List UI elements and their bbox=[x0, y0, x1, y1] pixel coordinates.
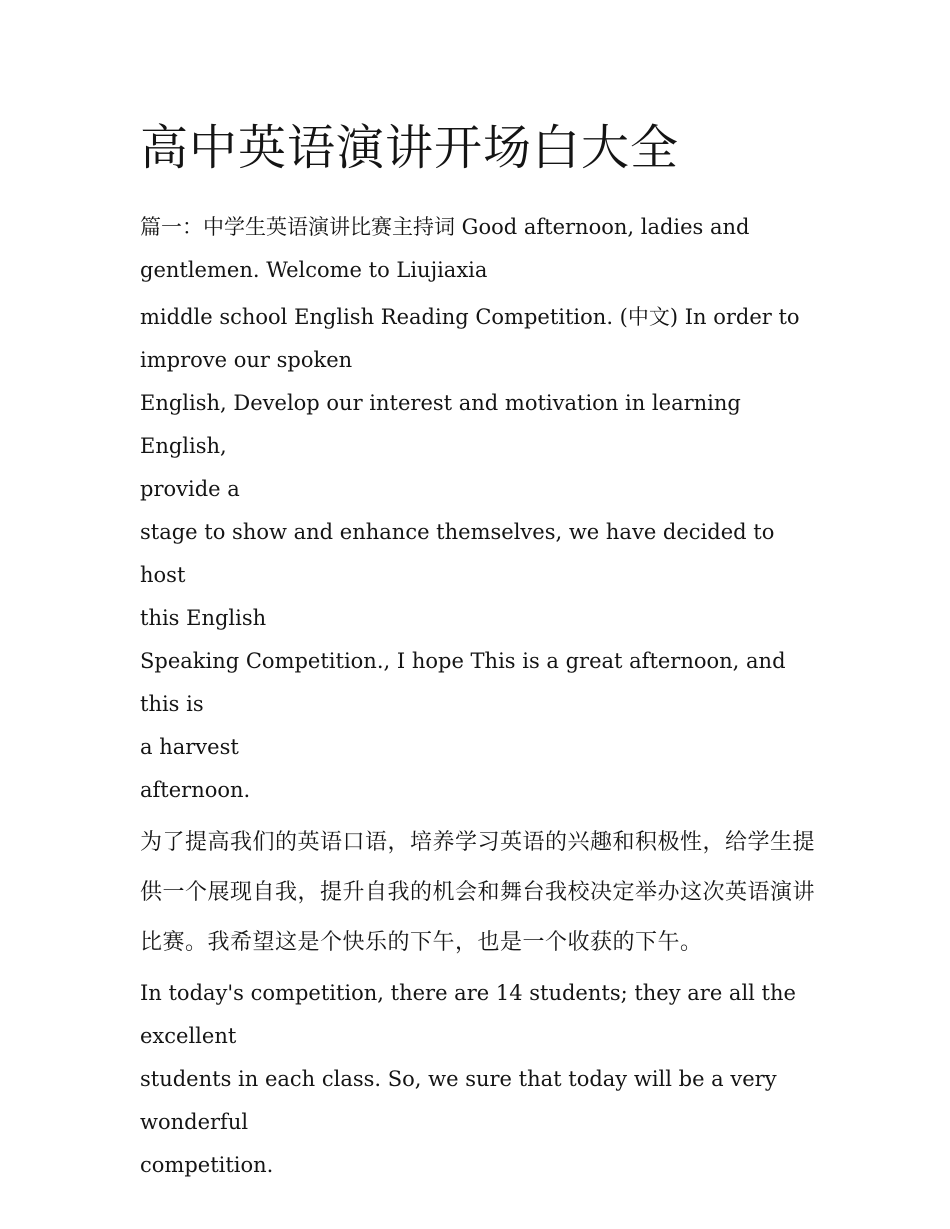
paragraph-chinese: 为了提高我们的英语口语，培养学习英语的兴趣和积极性，给学生提供一个展现自我，提升自我的机会和舞台我校决定举办这次英语演讲比赛。我希望这是个快乐的下午，也是一个收获的下午。 bbox=[140, 830, 816, 955]
paragraph-intro: 篇一：中学生英语演讲比赛主持词 Good afternoon, ladies and gentlemen. Welcome to Liujiaxia bbox=[140, 215, 750, 282]
paragraph-english-1: middle school English Reading Competition. (中文) In order to improve our spoken English, Develop our interest and motivation in learning English, provide a stage to show and enhance themselves, we have decided to host this English Speaking Competition., I hope This is a great afternoon, and this is a harvest afternoon. bbox=[140, 305, 800, 802]
page-title: 高中英语演讲开场白大全 bbox=[140, 120, 680, 176]
document-page bbox=[140, 112, 820, 1193]
paragraph-english-2: In today's competition, there are 14 students; they are all the excellent students in each class. So, we sure that today will be a very wonderful competition. bbox=[140, 981, 796, 1177]
